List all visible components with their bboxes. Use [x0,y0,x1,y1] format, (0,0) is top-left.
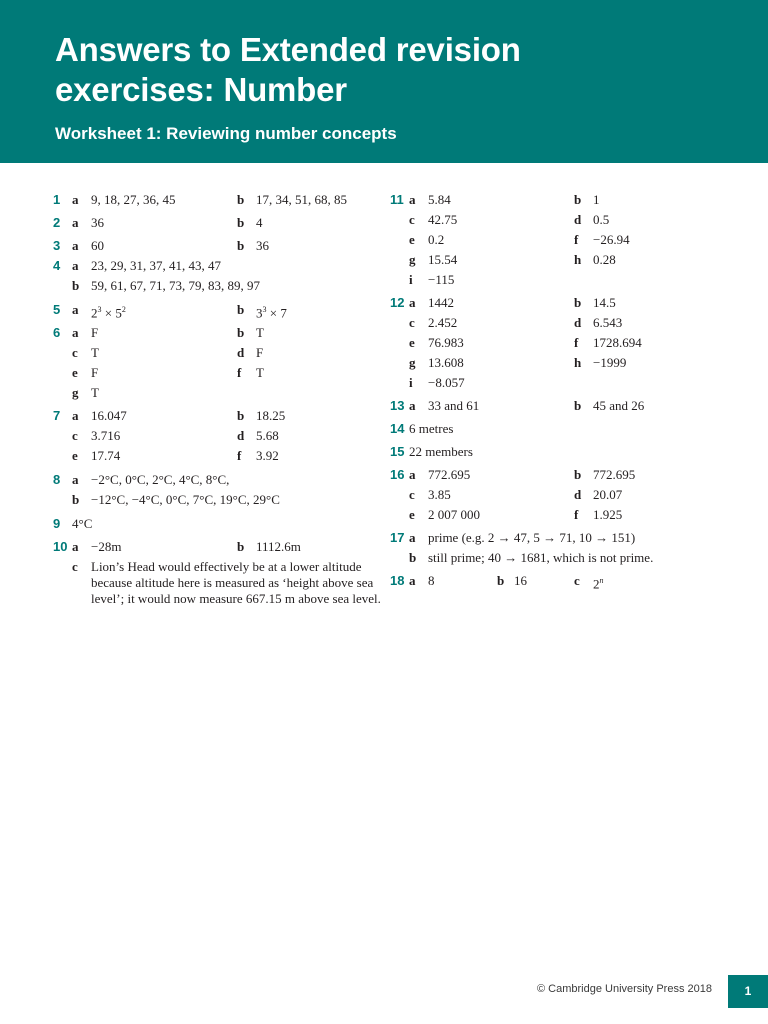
answer-9 [53,514,383,534]
answer-value: 17.74 [91,448,121,463]
part-label: a [72,192,79,207]
answer-value: F [256,345,264,360]
answer-value: 1442 [428,295,454,310]
answer-5 [53,300,383,320]
answer-value: 59, 61, 67, 71, 73, 79, 83, 89, 97 [91,278,260,293]
part-label: b [574,295,582,310]
answer-18 [390,571,690,591]
answer-value: 14.5 [593,295,616,310]
part-label: c [72,345,78,360]
answer-value: 772.695 [593,467,636,482]
part-label: d [237,428,245,443]
answer-16 [390,465,690,485]
answer-16-cd [390,485,690,505]
part-label: c [574,573,580,588]
left-answers-column [53,190,383,607]
question-number: 9 [53,516,61,531]
part-label: e [409,232,415,247]
answer-value: 8 [428,573,435,588]
answer-value: T [256,365,264,380]
answer-value: 16.047 [91,408,127,423]
answer-value: 23, 29, 31, 37, 41, 43, 47 [91,258,221,273]
title-line-2: exercises: Number [55,71,347,108]
answer-value: Lion’s Head would effectively be at a lower altitude because altitude here is measured as ‘height above sea level’; it would now measure 667.15 m above sea level. [91,559,381,606]
answer-value: −26.94 [593,232,630,247]
part-label: a [72,238,79,253]
answer-value: 1 [593,192,600,207]
answer-17-b [390,548,690,568]
copyright-footer: © Cambridge University Press 2018 [536,983,712,995]
answer-value: 0.5 [593,212,610,227]
answer-value: 33 and 61 [428,398,480,413]
answer-value: prime (e.g. 2 → 47, 5 → 71, 10 → 151) [428,530,636,545]
answer-value: −28m [91,539,122,554]
answer-value: 36 [256,238,269,253]
part-label: b [409,550,417,565]
answer-value: 3.716 [91,428,121,443]
part-label: e [409,507,415,522]
part-label: h [574,252,582,267]
answer-value: −12°C, −4°C, 0°C, 7°C, 19°C, 29°C [91,492,280,507]
question-number: 4 [53,258,61,273]
answer-6-cd [53,343,383,363]
answer-3 [53,236,383,256]
part-label: b [237,215,245,230]
answer-value: 42.75 [428,212,458,227]
answer-value: 22 members [409,444,473,459]
answer-value: 18.25 [256,408,286,423]
part-label: a [72,472,79,487]
answer-value: −1999 [593,355,627,370]
answer-value: 0.2 [428,232,445,247]
part-label: f [237,448,242,463]
answer-11-gh [390,250,690,270]
answer-value: $2^3 \times 5^2$ [91,305,126,321]
part-label: b [497,573,505,588]
answer-value: 16 [514,573,527,588]
answer-4 [53,256,383,276]
answer-value: T [256,325,264,340]
answer-value: 20.07 [593,487,623,502]
part-label: f [574,507,579,522]
answer-value: 0.28 [593,252,616,267]
answer-value: 6.543 [593,315,623,330]
answer-value: 13.608 [428,355,464,370]
answer-12-i [390,373,690,393]
answer-value: 6 metres [409,421,454,436]
answer-8-b [53,490,383,510]
answer-7-cd [53,426,383,446]
answer-value: T [91,345,99,360]
part-label: b [72,278,80,293]
answer-6 [53,323,383,343]
question-number: 2 [53,215,61,230]
part-label: b [237,325,245,340]
part-label: b [574,398,582,413]
part-label: b [72,492,80,507]
part-label: i [409,375,413,390]
answer-7 [53,406,383,426]
answer-value: −8.057 [428,375,465,390]
part-label: a [409,192,416,207]
part-label: b [237,302,245,317]
part-label: i [409,272,413,287]
part-label: a [72,325,79,340]
answer-value: still prime; 40 → 1681, which is not prime. [428,550,654,565]
part-label: a [409,295,416,310]
part-label: a [72,258,79,273]
part-label: a [72,539,79,554]
answer-value: 3.85 [428,487,451,502]
question-number: 11 [390,192,404,207]
part-label: a [409,573,416,588]
answer-12-ef [390,333,690,353]
answer-7-ef [53,446,383,466]
part-label: e [409,335,415,350]
part-label: d [574,212,582,227]
answer-value: 5.68 [256,428,279,443]
answer-16-ef [390,505,690,525]
answer-value: 772.695 [428,467,471,482]
part-label: d [574,487,582,502]
answer-12-cd [390,313,690,333]
answer-value: 36 [91,215,104,230]
part-label: c [72,559,78,574]
part-label: c [409,212,415,227]
part-label: d [574,315,582,330]
part-label: c [409,315,415,330]
answer-14 [390,419,690,439]
answer-value: −2°C, 0°C, 2°C, 4°C, 8°C, [91,472,230,487]
answer-value: 5.84 [428,192,451,207]
answer-value: 15.54 [428,252,458,267]
answer-value: 17, 34, 51, 68, 85 [256,192,347,207]
part-label: a [72,215,79,230]
answer-value: 60 [91,238,104,253]
answer-value: 9, 18, 27, 36, 45 [91,192,176,207]
question-number: 12 [390,295,405,310]
answer-value: 2 007 000 [428,507,480,522]
part-label: f [574,335,579,350]
answer-11-i [390,270,690,290]
part-label: g [409,355,416,370]
answer-value: 2$^n$ [593,576,604,592]
part-label: f [574,232,579,247]
question-number: 1 [53,192,61,207]
answer-value: 4 [256,215,263,230]
question-number: 7 [53,408,61,423]
answer-11-cd [390,210,690,230]
answer-value: F [91,325,99,340]
part-label: b [574,192,582,207]
part-label: f [237,365,242,380]
question-number: 3 [53,238,61,253]
part-label: a [72,408,79,423]
answer-value: T [91,385,99,400]
question-number: 14 [390,421,405,436]
answer-10-c [53,557,383,607]
part-label: e [72,365,78,380]
part-label: g [409,252,416,267]
answer-2 [53,213,383,233]
answer-value: 4°C [72,516,93,531]
part-label: b [574,467,582,482]
part-label: d [237,345,245,360]
answer-value: 76.983 [428,335,464,350]
answer-value: 45 and 26 [593,398,645,413]
question-number: 16 [390,467,405,482]
part-label: g [72,385,79,400]
part-label: a [409,398,416,413]
part-label: b [237,539,245,554]
answer-6-ef [53,363,383,383]
part-label: a [409,530,416,545]
part-label: a [409,467,416,482]
header-banner [0,0,768,163]
answer-12 [390,293,690,313]
part-label: a [72,302,79,317]
question-number: 13 [390,398,405,413]
answer-value: 2.452 [428,315,458,330]
question-number: 17 [390,530,405,545]
answer-value: 1.925 [593,507,623,522]
answer-15 [390,442,690,462]
answer-value: F [91,365,99,380]
title-line-1: Answers to Extended revision [55,31,521,68]
answer-value: 1112.6m [256,539,301,554]
answer-value: 3.92 [256,448,279,463]
question-number: 8 [53,472,61,487]
question-number: 18 [390,573,405,588]
answer-10 [53,537,383,557]
answer-1 [53,190,383,210]
part-label: b [237,192,245,207]
answer-13 [390,396,690,416]
question-number: 10 [53,539,68,554]
question-number: 5 [53,302,61,317]
worksheet-subtitle: Worksheet 1: Reviewing number concepts [55,124,397,143]
answer-value: $3^3 \times 7$ [256,305,287,321]
page-title [55,30,521,110]
answer-17 [390,528,690,548]
right-answers-column [390,190,690,591]
part-label: e [72,448,78,463]
answer-8 [53,470,383,490]
answer-4-b [53,276,383,296]
part-label: b [237,408,245,423]
answer-6-g [53,383,383,403]
page-number: 1 [728,975,768,1008]
answer-value: 1728.694 [593,335,642,350]
part-label: b [237,238,245,253]
part-label: h [574,355,582,370]
part-label: c [72,428,78,443]
answer-value: −115 [428,272,455,287]
question-number: 6 [53,325,61,340]
answer-11 [390,190,690,210]
question-number: 15 [390,444,405,459]
answer-12-gh [390,353,690,373]
answer-11-ef [390,230,690,250]
part-label: c [409,487,415,502]
